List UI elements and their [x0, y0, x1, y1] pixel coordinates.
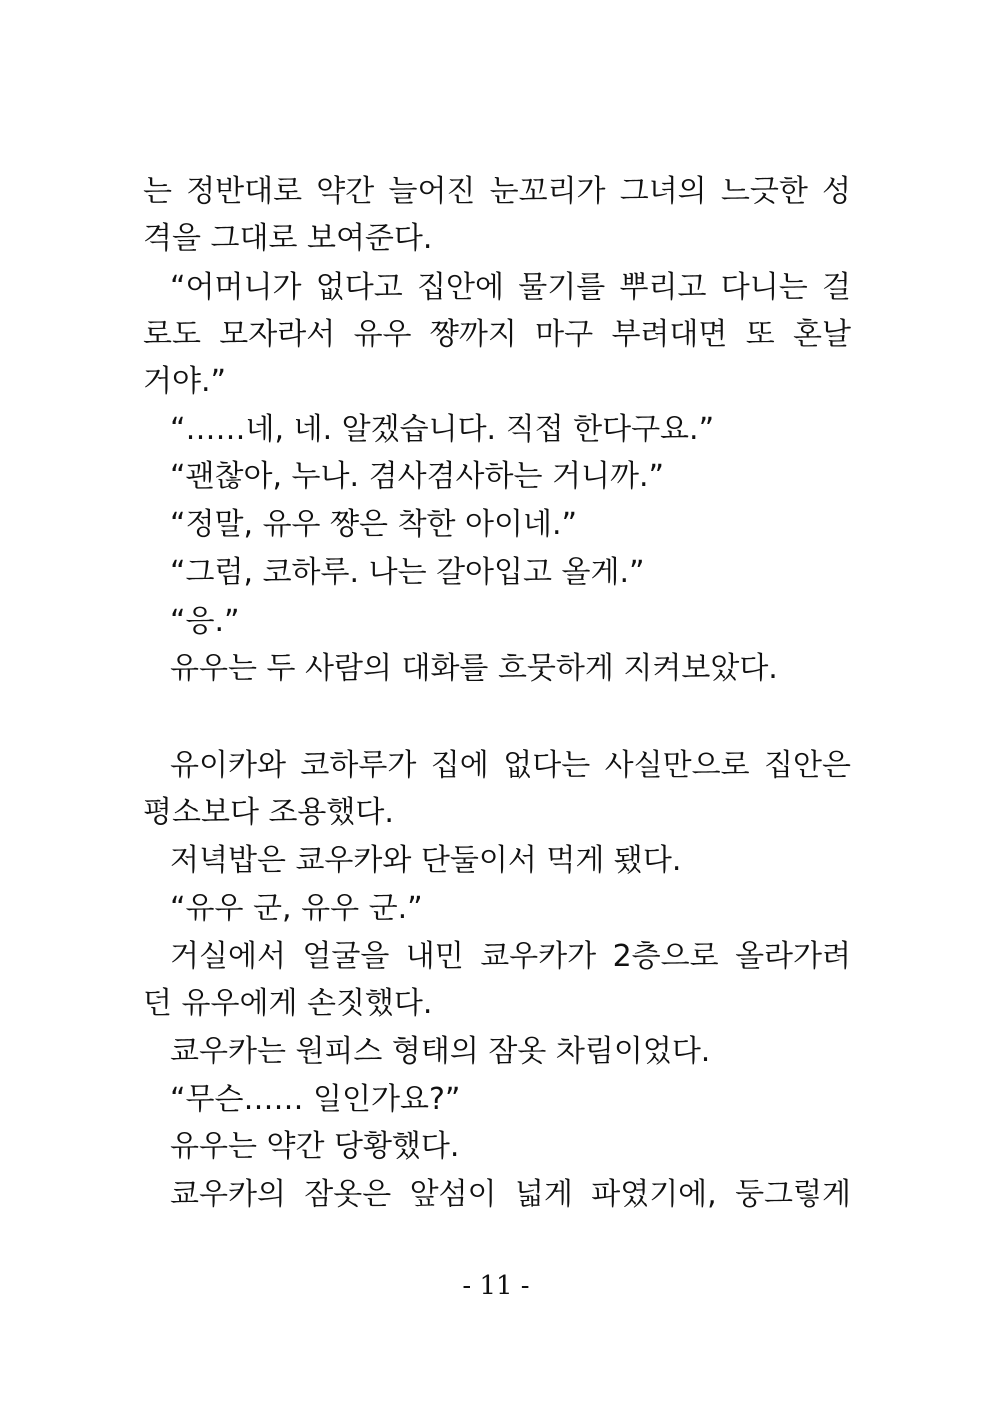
text-line: “유우 군, 유우 군.” [170, 891, 423, 926]
text-line: 던 유우에게 손짓했다. [143, 986, 433, 1021]
text-line: “어머니가 없다고 집안에 물기를 뿌리고 다니는 걸 [170, 270, 851, 305]
text-line: “……네, 네. 알겠습니다. 직접 한다구요.” [170, 412, 715, 447]
text-line: 평소보다 조용했다. [143, 795, 394, 830]
text-line: 로도 모자라서 유우 쨩까지 마구 부려대면 또 혼날 [143, 317, 851, 352]
page-number: - 11 - [462, 1271, 530, 1301]
text-line: 유우는 두 사람의 대화를 흐뭇하게 지켜보았다. [170, 651, 778, 686]
text-line: 는 정반대로 약간 늘어진 눈꼬리가 그녀의 느긋한 성 [143, 174, 851, 209]
text-line: 거야.” [143, 364, 227, 399]
text-line: “괜찮아, 누나. 겸사겸사하는 거니까.” [170, 459, 665, 494]
text-line: 격을 그대로 보여준다. [143, 221, 433, 256]
text-line: “응.” [170, 604, 240, 639]
text-line: 저녁밥은 쿄우카와 단둘이서 먹게 됐다. [170, 843, 682, 878]
text-line: 쿄우카의 잠옷은 앞섬이 넓게 파였기에, 둥그렇게 [170, 1177, 851, 1212]
text-line: “그럼, 코하루. 나는 갈아입고 올게.” [170, 555, 645, 590]
text-line: 쿄우카는 원피스 형태의 잠옷 차림이었다. [170, 1034, 711, 1069]
text-line: “정말, 유우 쨩은 착한 아이네.” [170, 507, 578, 542]
text-line: 거실에서 얼굴을 내민 쿄우카가 2층으로 올라가려 [170, 939, 851, 974]
text-line: “무슨…… 일인가요?” [170, 1082, 461, 1117]
text-line: 유우는 약간 당황했다. [170, 1129, 460, 1164]
text-line: 유이카와 코하루가 집에 없다는 사실만으로 집안은 [170, 748, 851, 783]
